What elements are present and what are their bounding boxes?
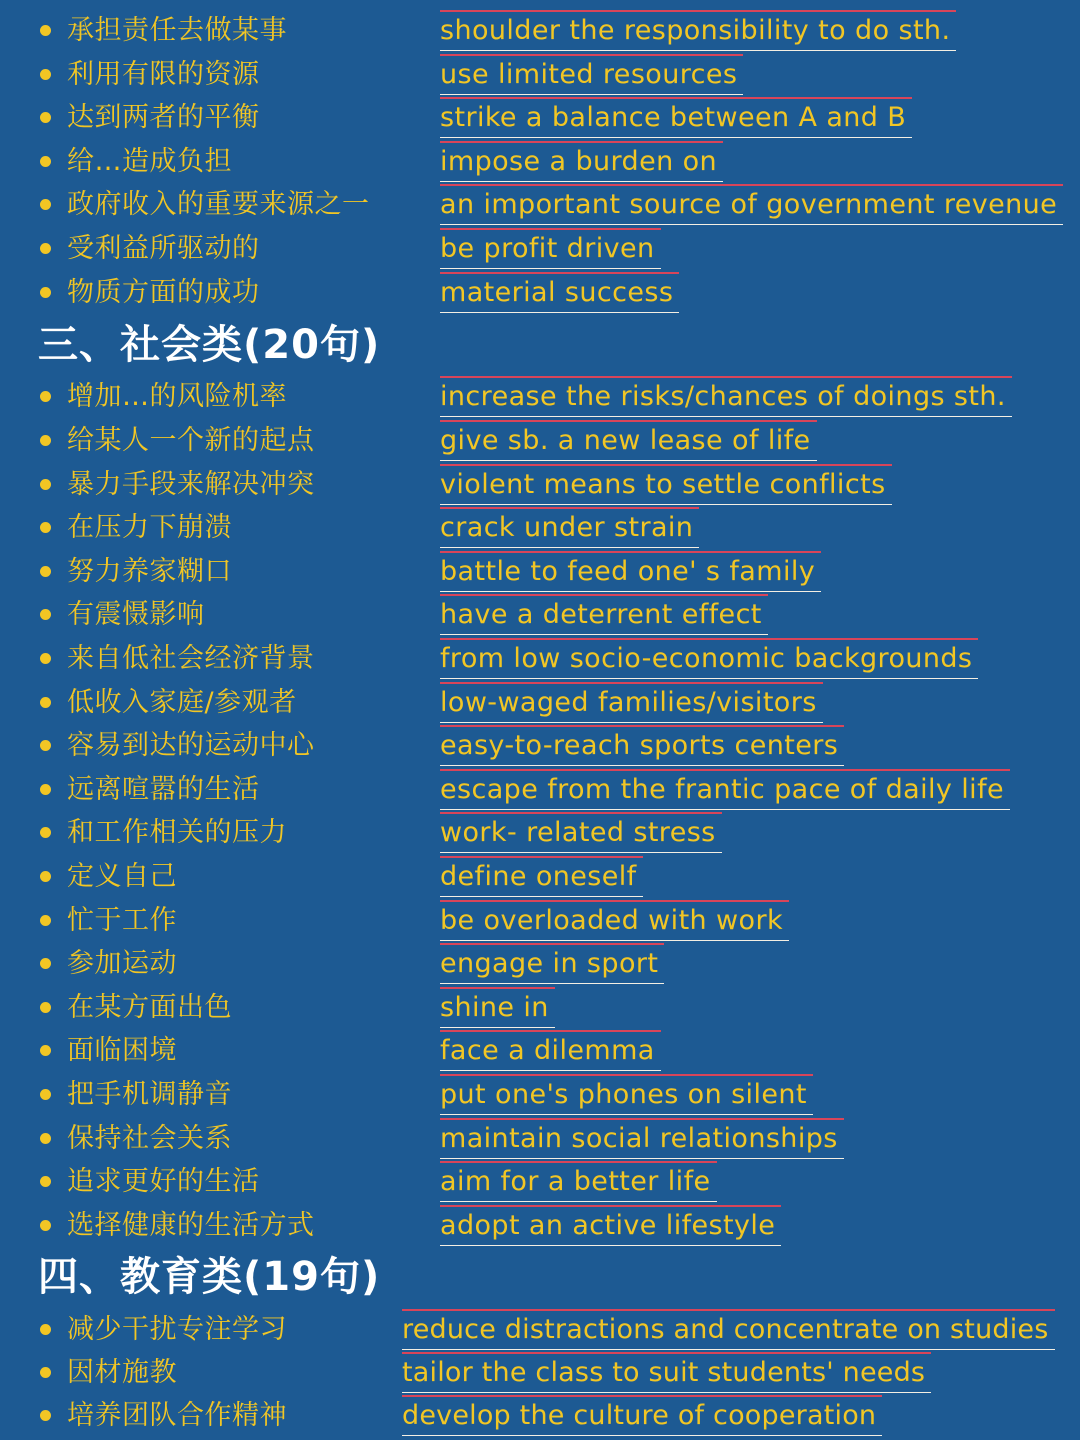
bullet-icon [40, 287, 51, 298]
bullet-icon [40, 871, 51, 882]
bullet-icon [40, 391, 51, 402]
chinese-phrase: 把手机调静音 [67, 1079, 232, 1110]
list-item [0, 184, 1080, 228]
english-phrase: material success [440, 277, 674, 308]
english-phrase: tailor the class to suit students' needs [402, 1357, 926, 1388]
list-item [0, 507, 1080, 551]
chinese-phrase: 受利益所驱动的 [67, 233, 260, 264]
list-item [0, 1030, 1080, 1074]
chinese-phrase: 给某人一个新的起点 [67, 425, 315, 456]
list-item [0, 1074, 1080, 1118]
list-item [0, 1161, 1080, 1205]
list-item [0, 812, 1080, 856]
english-phrase: put one's phones on silent [440, 1079, 807, 1110]
chinese-phrase: 选择健康的生活方式 [67, 1210, 315, 1241]
list-item [0, 987, 1080, 1031]
chinese-phrase: 忙于工作 [67, 905, 177, 936]
english-phrase: face a dilemma [440, 1035, 655, 1066]
chinese-phrase: 保持社会关系 [67, 1123, 232, 1154]
bullet-icon [40, 69, 51, 80]
chinese-phrase: 努力养家糊口 [67, 556, 232, 587]
english-phrase: define oneself [440, 861, 637, 892]
list-item [0, 1395, 1080, 1439]
bullet-icon [40, 740, 51, 751]
bullet-icon [40, 1002, 51, 1013]
english-phrase: have a deterrent effect [440, 599, 762, 630]
bullet-icon [40, 1410, 51, 1421]
list-item [0, 272, 1080, 316]
chinese-phrase: 因材施教 [67, 1357, 177, 1388]
english-phrase: strike a balance between A and B [440, 102, 907, 133]
bullet-icon [40, 958, 51, 969]
english-phrase: give sb. a new lease of life [440, 425, 811, 456]
chinese-phrase: 培养团队合作精神 [67, 1400, 287, 1431]
chinese-phrase: 定义自己 [67, 861, 177, 892]
list-item [0, 1352, 1080, 1396]
chinese-phrase: 有震慑影响 [67, 599, 205, 630]
english-phrase: aim for a better life [440, 1166, 711, 1197]
section-heading: 四、教育类(19句) [38, 1254, 381, 1300]
section-heading: 三、社会类(20句) [38, 322, 381, 368]
chinese-phrase: 追求更好的生活 [67, 1166, 260, 1197]
chinese-phrase: 参加运动 [67, 948, 177, 979]
english-phrase: use limited resources [440, 59, 738, 90]
english-phrase: from low socio-economic backgrounds [440, 643, 973, 674]
bullet-icon [40, 784, 51, 795]
chinese-phrase: 在某方面出色 [67, 992, 232, 1023]
english-phrase: an important source of government revenue [440, 189, 1058, 220]
english-phrase: reduce distractions and concentrate on studies [402, 1314, 1049, 1345]
bullet-icon [40, 435, 51, 446]
list-item [0, 420, 1080, 464]
list-item [0, 594, 1080, 638]
chinese-phrase: 给…造成负担 [67, 146, 232, 177]
list-item [0, 1309, 1080, 1353]
english-phrase: easy-to-reach sports centers [440, 730, 839, 761]
english-phrase: develop the culture of cooperation [402, 1400, 877, 1431]
bullet-icon [40, 566, 51, 577]
list-item [0, 682, 1080, 726]
list-item [0, 638, 1080, 682]
bullet-icon [40, 1089, 51, 1100]
list-item [0, 97, 1080, 141]
bullet-icon [40, 199, 51, 210]
list-item [0, 464, 1080, 508]
bullet-icon [40, 915, 51, 926]
list-item [0, 1205, 1080, 1249]
english-phrase: engage in sport [440, 948, 659, 979]
list-item [0, 725, 1080, 769]
list-item [0, 54, 1080, 98]
english-phrase: be profit driven [440, 233, 655, 264]
bullet-icon [40, 609, 51, 620]
list-item [0, 551, 1080, 595]
bullet-icon [40, 25, 51, 36]
english-phrase: maintain social relationships [440, 1123, 838, 1154]
bullet-icon [40, 827, 51, 838]
list-item [0, 856, 1080, 900]
english-phrase: adopt an active lifestyle [440, 1210, 776, 1241]
bullet-icon [40, 1133, 51, 1144]
bullet-icon [40, 1176, 51, 1187]
chinese-phrase: 面临困境 [67, 1035, 177, 1066]
chinese-phrase: 减少干扰专注学习 [67, 1314, 287, 1345]
english-phrase: shine in [440, 992, 549, 1023]
list-item [0, 141, 1080, 185]
english-phrase: battle to feed one' s family [440, 556, 816, 587]
list-item [0, 1118, 1080, 1162]
bullet-icon [40, 1220, 51, 1231]
chinese-phrase: 达到两者的平衡 [67, 102, 260, 133]
list-item [0, 10, 1080, 54]
bullet-icon [40, 1367, 51, 1378]
chinese-phrase: 在压力下崩溃 [67, 512, 232, 543]
bullet-icon [40, 1045, 51, 1056]
english-phrase: low-waged families/visitors [440, 687, 817, 718]
chinese-phrase: 来自低社会经济背景 [67, 643, 315, 674]
bullet-icon [40, 479, 51, 490]
chinese-phrase: 承担责任去做某事 [67, 15, 287, 46]
chinese-phrase: 远离喧嚣的生活 [67, 774, 260, 805]
english-phrase: crack under strain [440, 512, 694, 543]
chinese-phrase: 物质方面的成功 [67, 277, 260, 308]
chinese-phrase: 低收入家庭/参观者 [67, 687, 297, 718]
list-item [0, 900, 1080, 944]
list-item [0, 376, 1080, 420]
chinese-phrase: 容易到达的运动中心 [67, 730, 315, 761]
english-phrase: escape from the frantic pace of daily life [440, 774, 1004, 805]
bullet-icon [40, 1324, 51, 1335]
bullet-icon [40, 243, 51, 254]
chinese-phrase: 增加…的风险机率 [67, 381, 287, 412]
english-phrase: violent means to settle conflicts [440, 469, 886, 500]
list-item [0, 769, 1080, 813]
chinese-phrase: 和工作相关的压力 [67, 817, 287, 848]
list-item [0, 943, 1080, 987]
chinese-phrase: 暴力手段来解决冲突 [67, 469, 315, 500]
english-phrase: be overloaded with work [440, 905, 783, 936]
english-phrase: shoulder the responsibility to do sth. [440, 15, 951, 46]
bullet-icon [40, 112, 51, 123]
chinese-phrase: 政府收入的重要来源之一 [67, 189, 370, 220]
english-phrase: work- related stress [440, 817, 716, 848]
english-phrase: impose a burden on [440, 146, 718, 177]
list-item [0, 228, 1080, 272]
bullet-icon [40, 697, 51, 708]
bullet-icon [40, 522, 51, 533]
bullet-icon [40, 653, 51, 664]
english-phrase: increase the risks/chances of doings sth. [440, 381, 1006, 412]
bullet-icon [40, 156, 51, 167]
chinese-phrase: 利用有限的资源 [67, 59, 260, 90]
